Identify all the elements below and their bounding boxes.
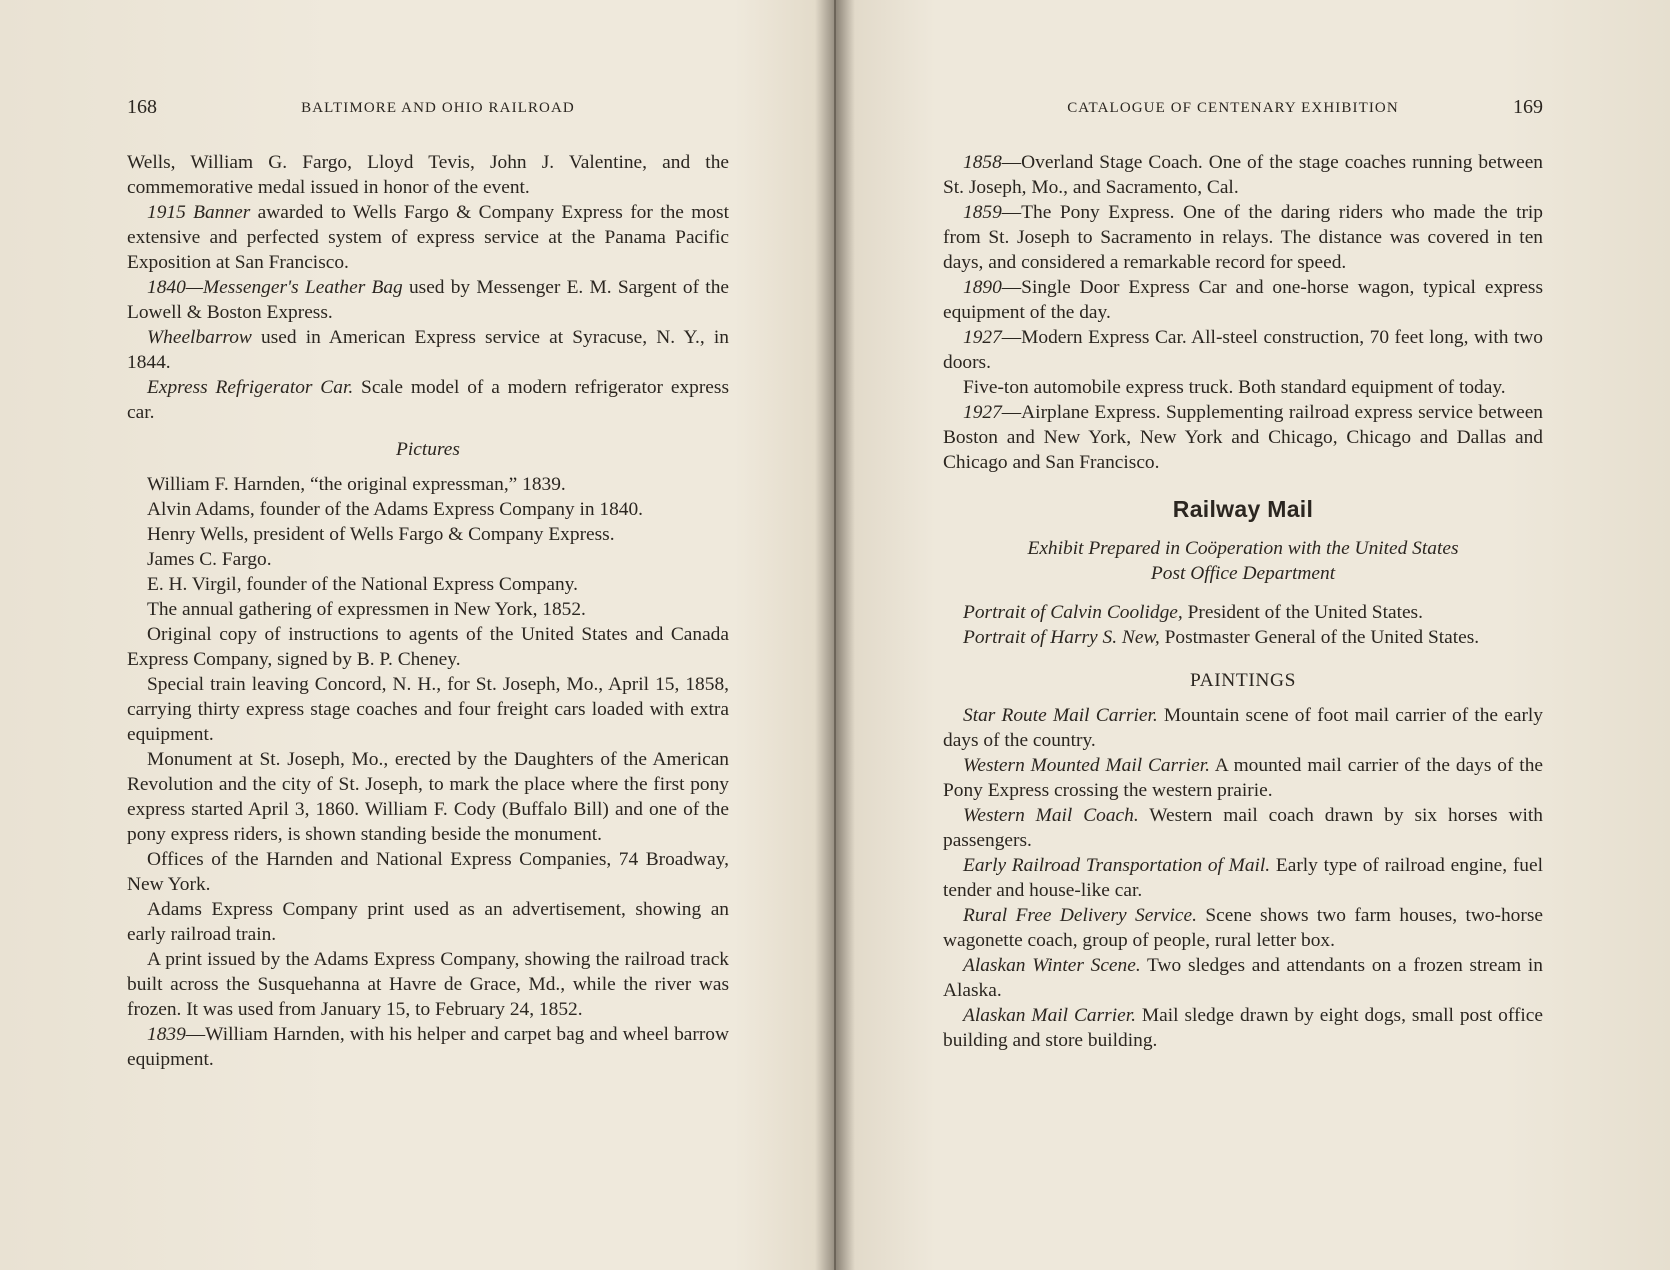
right-running-head [943, 96, 1543, 128]
paragraph: 1840—Messenger's Leather Bag used by Messenger E. M. Sargent of the Lowell & Boston Express. [127, 277, 729, 323]
left-running-title: BALTIMORE AND OHIO RAILROAD [301, 100, 575, 116]
right-page [943, 0, 1543, 1270]
list-item: Portrait of Harry S. New, Postmaster General of the United States. [963, 627, 1480, 648]
list-item: E. H. Virgil, founder of the National Express Company. [147, 574, 578, 595]
paragraph: Five-ton automobile express truck. Both standard equipment of today. [963, 377, 1506, 398]
left-page-body [127, 150, 729, 1072]
section-note: Exhibit Prepared in Coöperation with the United States Post Office Department [1027, 538, 1459, 584]
paragraph: 1858—Overland Stage Coach. One of the stage coaches running between St. Joseph, Mo., and Sacramento, Cal. [943, 152, 1543, 198]
list-item: Star Route Mail Carrier. Mountain scene of foot mail carrier of the early days of the country. [943, 705, 1543, 751]
paragraph: 1915 Banner awarded to Wells Fargo & Company Express for the most extensive and perfected system of express service at the Panama Pacific Exposition at San Francisco. [127, 202, 729, 273]
list-item: Special train leaving Concord, N. H., for St. Joseph, Mo., April 15, 1858, carrying thirty express stage coaches and four freight cars loaded with extra equipment. [127, 674, 729, 745]
list-item: Alaskan Mail Carrier. Mail sledge drawn by eight dogs, small post office building and store building. [943, 1005, 1543, 1051]
list-item: Western Mounted Mail Carrier. A mounted mail carrier of the days of the Pony Express crossing the western prairie. [943, 755, 1543, 801]
list-item: Western Mail Coach. Western mail coach drawn by six horses with passengers. [943, 805, 1543, 851]
paragraph: 1839—William Harnden, with his helper and carpet bag and wheel barrow equipment. [127, 1024, 729, 1070]
paragraph: 1927—Modern Express Car. All-steel construction, 70 feet long, with two doors. [943, 327, 1543, 373]
paragraph: 1859—The Pony Express. One of the daring riders who made the trip from St. Joseph to Sacramento in relays. The distance was covered in ten days, and considered a remarkable record for speed. [943, 202, 1543, 273]
paintings-heading: PAINTINGS [1190, 670, 1296, 691]
list-item: William F. Harnden, “the original expressman,” 1839. [147, 474, 566, 495]
right-page-number: 169 [1513, 96, 1543, 118]
list-item: The annual gathering of expressmen in New York, 1852. [147, 599, 586, 620]
list-item: Henry Wells, president of Wells Fargo & Company Express. [147, 524, 615, 545]
paragraph: 1890—Single Door Express Car and one-horse wagon, typical express equipment of the day. [943, 277, 1543, 323]
paragraph: 1927—Airplane Express. Supplementing railroad express service between Boston and New York, New York and Chicago, Chicago and Dallas and Chicago and San Francisco. [943, 402, 1543, 473]
list-item: A print issued by the Adams Express Company, showing the railroad track built across the Susquehanna at Havre de Grace, Md., while the river was frozen. It was used from January 15, to February 24, 1852. [127, 949, 729, 1020]
list-item: Early Railroad Transportation of Mail. Early type of railroad engine, fuel tender and house-like car. [943, 855, 1543, 901]
paragraph: Wells, William G. Fargo, Lloyd Tevis, John J. Valentine, and the commemorative medal issued in honor of the event. [127, 152, 729, 198]
list-item: Adams Express Company print used as an advertisement, showing an early railroad train. [127, 899, 729, 945]
left-running-head [127, 96, 729, 128]
list-item: Portrait of Calvin Coolidge, President of the United States. [963, 602, 1423, 623]
pictures-heading: Pictures [396, 439, 460, 460]
section-title: Railway Mail [1172, 496, 1314, 522]
list-item: Original copy of instructions to agents of the United States and Canada Express Company, signed by B. P. Cheney. [127, 624, 729, 670]
paragraph: Express Refrigerator Car. Scale model of a modern refrigerator express car. [127, 377, 729, 423]
list-item: James C. Fargo. [147, 549, 272, 570]
list-item: Alaskan Winter Scene. Two sledges and attendants on a frozen stream in Alaska. [943, 955, 1543, 1001]
list-item: Rural Free Delivery Service. Scene shows two farm houses, two-horse wagonette coach, group of people, rural letter box. [943, 905, 1543, 951]
paragraph: Wheelbarrow used in American Express service at Syracuse, N. Y., in 1844. [127, 327, 729, 373]
left-page [127, 0, 729, 1270]
list-item: Monument at St. Joseph, Mo., erected by the Daughters of the American Revolution and the city of St. Joseph, to mark the place where the first pony express started April 3, 1860. William F. Cody (Buffalo Bill) and one of the pony express riders, is shown standing beside the monument. [127, 749, 729, 845]
right-running-title: CATALOGUE OF CENTENARY EXHIBITION [1067, 100, 1399, 116]
left-page-number: 168 [127, 96, 157, 118]
book-gutter [834, 0, 836, 1270]
list-item: Alvin Adams, founder of the Adams Express Company in 1840. [147, 499, 644, 520]
right-page-body [943, 150, 1543, 1053]
list-item: Offices of the Harnden and National Express Companies, 74 Broadway, New York. [127, 849, 729, 895]
